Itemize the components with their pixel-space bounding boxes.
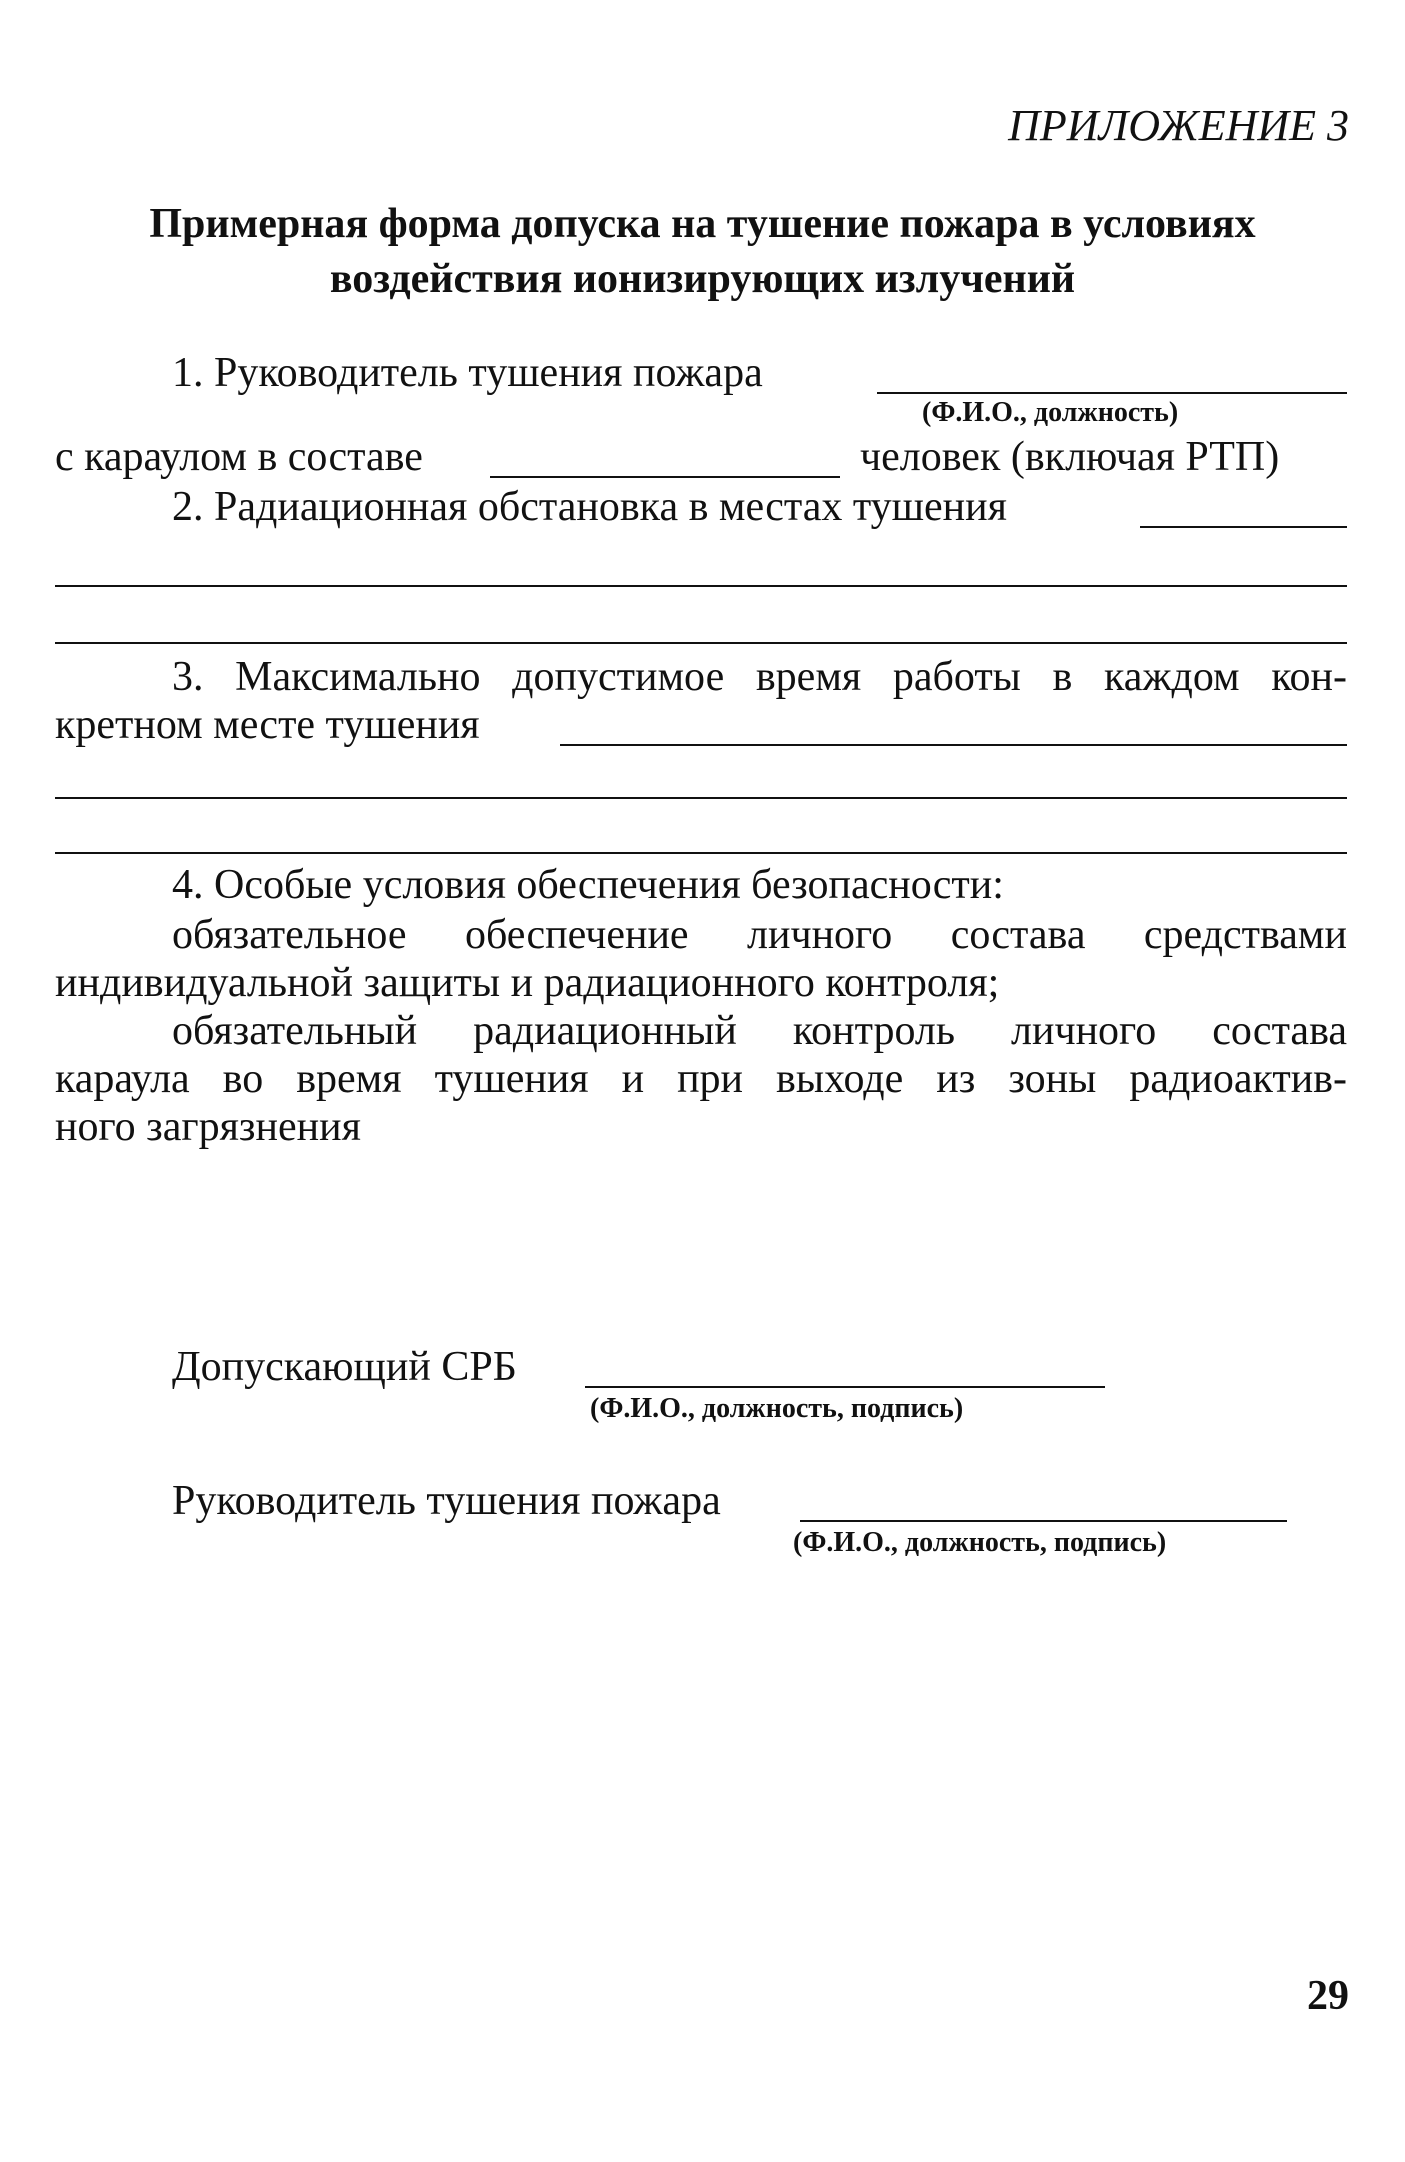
appendix-heading: ПРИЛОЖЕНИЕ 3 [1008, 101, 1349, 150]
item-4-p2-line-2: караула во время тушения и при выходе из зоны радиоактив- [55, 1056, 1347, 1102]
crew-suffix: человек (включая РТП) [860, 434, 1280, 480]
form-title-line-2: воздействия ионизирующих излучений [329, 256, 1076, 302]
srb-signature-line [585, 1386, 1105, 1388]
item-3-line-2: кретном месте тушения [55, 702, 480, 748]
crew-count-field-line [490, 476, 840, 478]
radiation-field-line-2 [55, 585, 1347, 587]
work-time-field-line-1 [560, 744, 1347, 746]
item-1-label: 1. Руководитель тушения пожара [172, 350, 763, 396]
fire-chief-field-line [877, 392, 1347, 394]
item-4-p1-line-1: обязательное обеспечение личного состава средствами [172, 912, 1347, 958]
radiation-field-line-1 [1140, 526, 1347, 528]
item-3-line-1: 3. Максимально допустимое время работы в каждом кон- [172, 654, 1347, 700]
item-1-hint: (Ф.И.О., должность) [922, 397, 1179, 428]
item-4-p1-line-2: индивидуальной защиты и радиационного контроля; [55, 960, 1000, 1006]
work-time-field-line-3 [55, 852, 1347, 854]
work-time-field-line-2 [55, 797, 1347, 799]
page-number: 29 [1307, 1973, 1349, 2019]
rtp-signature-line [800, 1520, 1287, 1522]
rtp-signature-label: Руководитель тушения пожара [172, 1478, 721, 1524]
item-4-p2-line-1: обязательный радиационный контроль личного состава [172, 1008, 1347, 1054]
form-title-line-1: Примерная форма допуска на тушение пожара в условиях [149, 201, 1256, 247]
srb-signature-label: Допускающий СРБ [172, 1344, 517, 1390]
item-4-p2-line-3: ного загрязнения [55, 1104, 361, 1150]
radiation-field-line-3 [55, 642, 1347, 644]
srb-signature-hint: (Ф.И.О., должность, подпись) [590, 1393, 964, 1424]
item-4-heading: 4. Особые условия обеспечения безопасности: [172, 862, 1004, 908]
rtp-signature-hint: (Ф.И.О., должность, подпись) [793, 1527, 1167, 1558]
item-2-label: 2. Радиационная обстановка в местах тушения [172, 484, 1007, 530]
crew-prefix: с караулом в составе [55, 434, 423, 480]
